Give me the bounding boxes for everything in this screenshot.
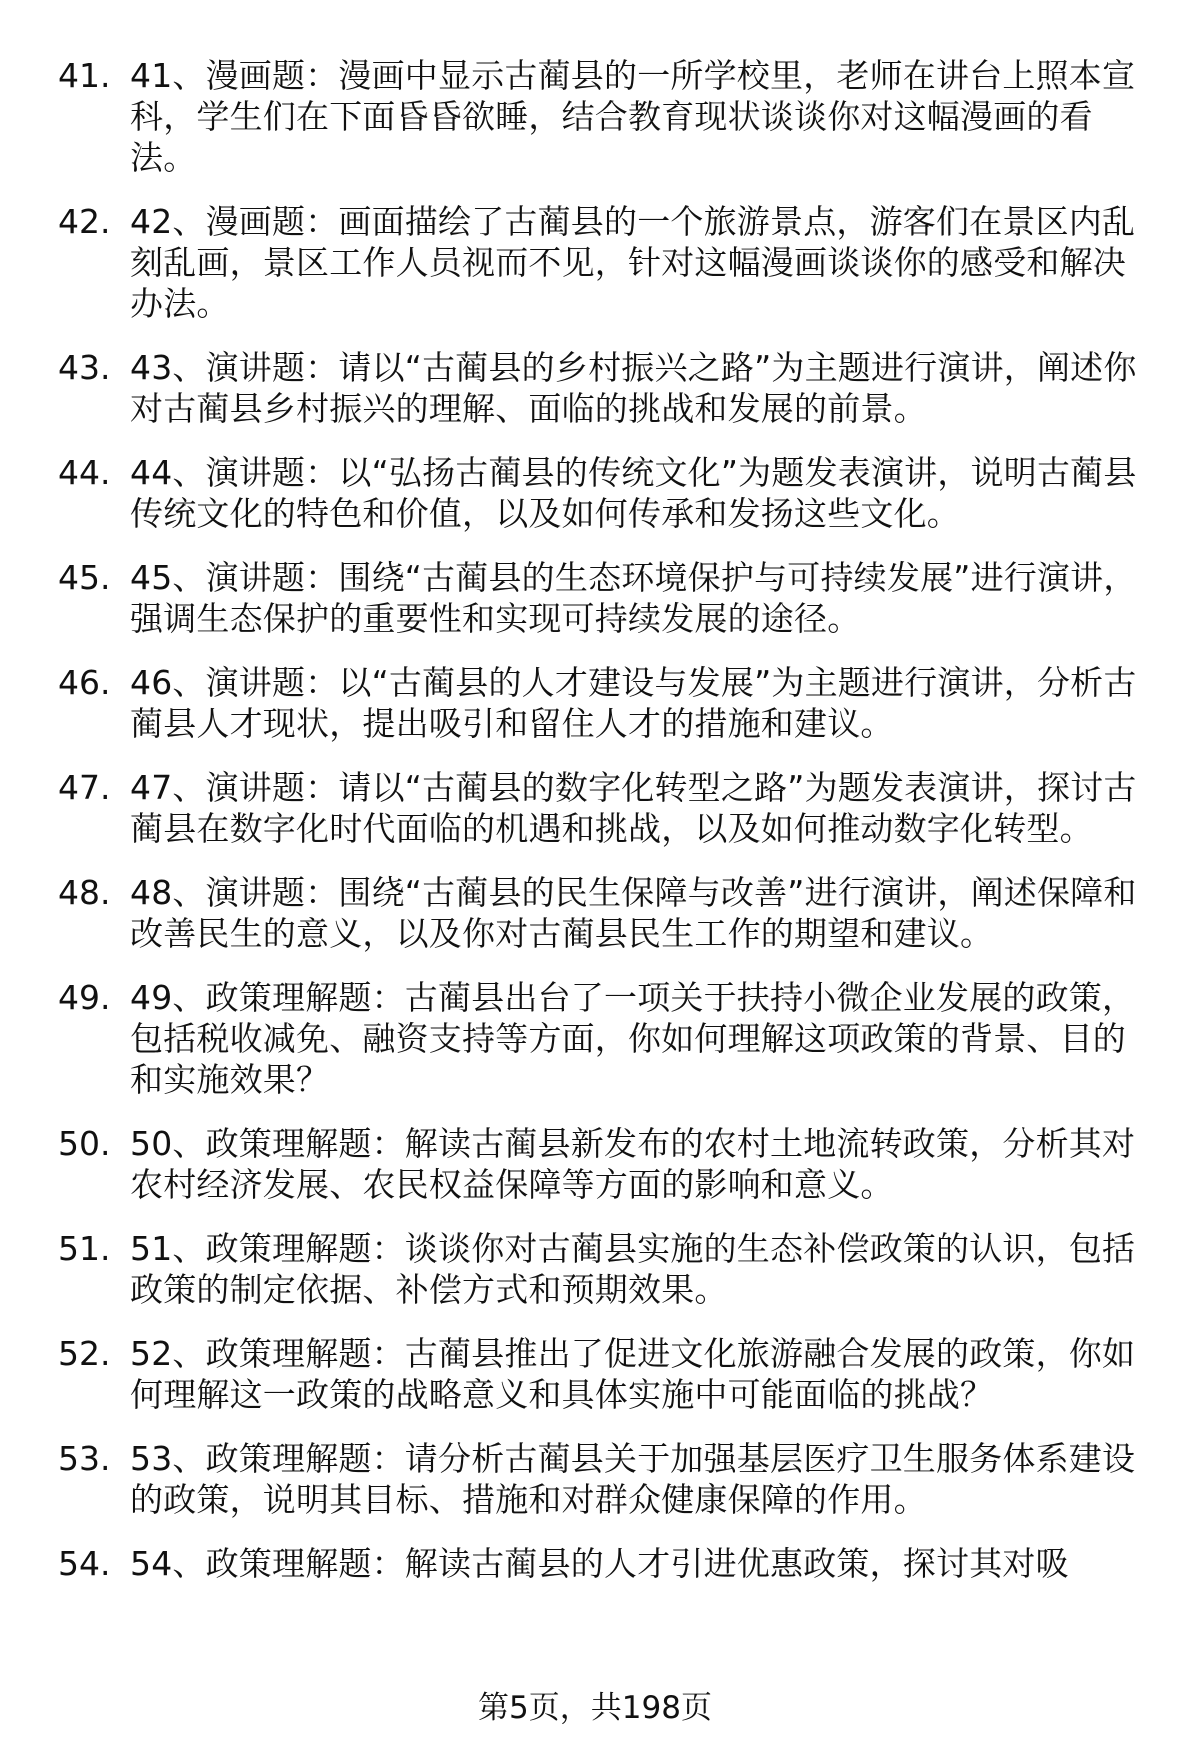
question-text: 53、政策理解题：请分析古蔺县关于加强基层医疗卫生服务体系建设的政策，说明其目标、措施和对群众健康保障的作用。 bbox=[130, 1439, 1136, 1519]
question-number: 41. bbox=[58, 56, 111, 95]
question-text: 45、演讲题：围绕“古蔺县的生态环境保护与可持续发展”进行演讲，强调生态保护的重要性和实现可持续发展的途径。 bbox=[130, 558, 1137, 638]
question-text: 52、政策理解题：古蔺县推出了促进文化旅游融合发展的政策，你如何理解这一政策的战略意义和具体实施中可能面临的挑战？ bbox=[130, 1334, 1136, 1414]
question-number: 44. bbox=[58, 453, 111, 492]
question-number: 48. bbox=[58, 873, 111, 912]
question-number: 53. bbox=[58, 1439, 111, 1478]
question-text: 46、演讲题：以“古蔺县的人才建设与发展”为主题进行演讲，分析古蔺县人才现状，提出吸引和留住人才的措施和建议。 bbox=[130, 663, 1137, 743]
question-text: 42、漫画题：画面描绘了古蔺县的一个旅游景点，游客们在景区内乱刻乱画，景区工作人员视而不见，针对这幅漫画谈谈你的感受和解决办法。 bbox=[130, 202, 1136, 323]
question-number: 52. bbox=[58, 1334, 111, 1373]
question-item bbox=[0, 557, 1190, 639]
question-number: 49. bbox=[58, 978, 111, 1017]
question-text: 44、演讲题：以“弘扬古蔺县的传统文化”为题发表演讲，说明古蔺县传统文化的特色和价值，以及如何传承和发扬这些文化。 bbox=[130, 453, 1137, 533]
question-text: 50、政策理解题：解读古蔺县新发布的农村土地流转政策，分析其对农村经济发展、农民权益保障等方面的影响和意义。 bbox=[130, 1124, 1136, 1204]
question-item bbox=[0, 662, 1190, 744]
question-number: 42. bbox=[58, 202, 111, 241]
question-item bbox=[0, 55, 1190, 178]
question-item bbox=[0, 201, 1190, 324]
question-text: 43、演讲题：请以“古蔺县的乡村振兴之路”为主题进行演讲，阐述你对古蔺县乡村振兴的理解、面临的挑战和发展的前景。 bbox=[130, 348, 1137, 428]
question-number: 46. bbox=[58, 663, 111, 702]
question-number: 50. bbox=[58, 1124, 111, 1163]
question-number: 47. bbox=[58, 768, 111, 807]
question-text: 54、政策理解题：解读古蔺县的人才引进优惠政策，探讨其对吸 bbox=[130, 1544, 1069, 1583]
question-text: 51、政策理解题：谈谈你对古蔺县实施的生态补偿政策的认识，包括政策的制定依据、补偿方式和预期效果。 bbox=[130, 1229, 1136, 1309]
question-number: 51. bbox=[58, 1229, 111, 1268]
question-item bbox=[0, 1228, 1190, 1310]
question-item bbox=[0, 767, 1190, 849]
question-item bbox=[0, 977, 1190, 1100]
question-text: 48、演讲题：围绕“古蔺县的民生保障与改善”进行演讲，阐述保障和改善民生的意义，以及你对古蔺县民生工作的期望和建议。 bbox=[130, 873, 1137, 953]
question-number: 43. bbox=[58, 348, 111, 387]
question-item bbox=[0, 1438, 1190, 1520]
question-item bbox=[0, 452, 1190, 534]
question-number: 45. bbox=[58, 558, 111, 597]
question-text: 41、漫画题：漫画中显示古蔺县的一所学校里，老师在讲台上照本宣科，学生们在下面昏昏欲睡，结合教育现状谈谈你对这幅漫画的看法。 bbox=[130, 56, 1136, 177]
question-list bbox=[0, 55, 1190, 1607]
question-number: 54. bbox=[58, 1544, 111, 1583]
question-text: 47、演讲题：请以“古蔺县的数字化转型之路”为题发表演讲，探讨古蔺县在数字化时代面临的机遇和挑战，以及如何推动数字化转型。 bbox=[130, 768, 1137, 848]
question-item bbox=[0, 872, 1190, 954]
question-item bbox=[0, 1123, 1190, 1205]
question-item bbox=[0, 1333, 1190, 1415]
question-item bbox=[0, 347, 1190, 429]
page-footer: 第5页，共198页 bbox=[478, 1690, 712, 1726]
question-text: 49、政策理解题：古蔺县出台了一项关于扶持小微企业发展的政策，包括税收减免、融资支持等方面，你如何理解这项政策的背景、目的和实施效果？ bbox=[130, 978, 1136, 1099]
question-item bbox=[0, 1543, 1190, 1584]
